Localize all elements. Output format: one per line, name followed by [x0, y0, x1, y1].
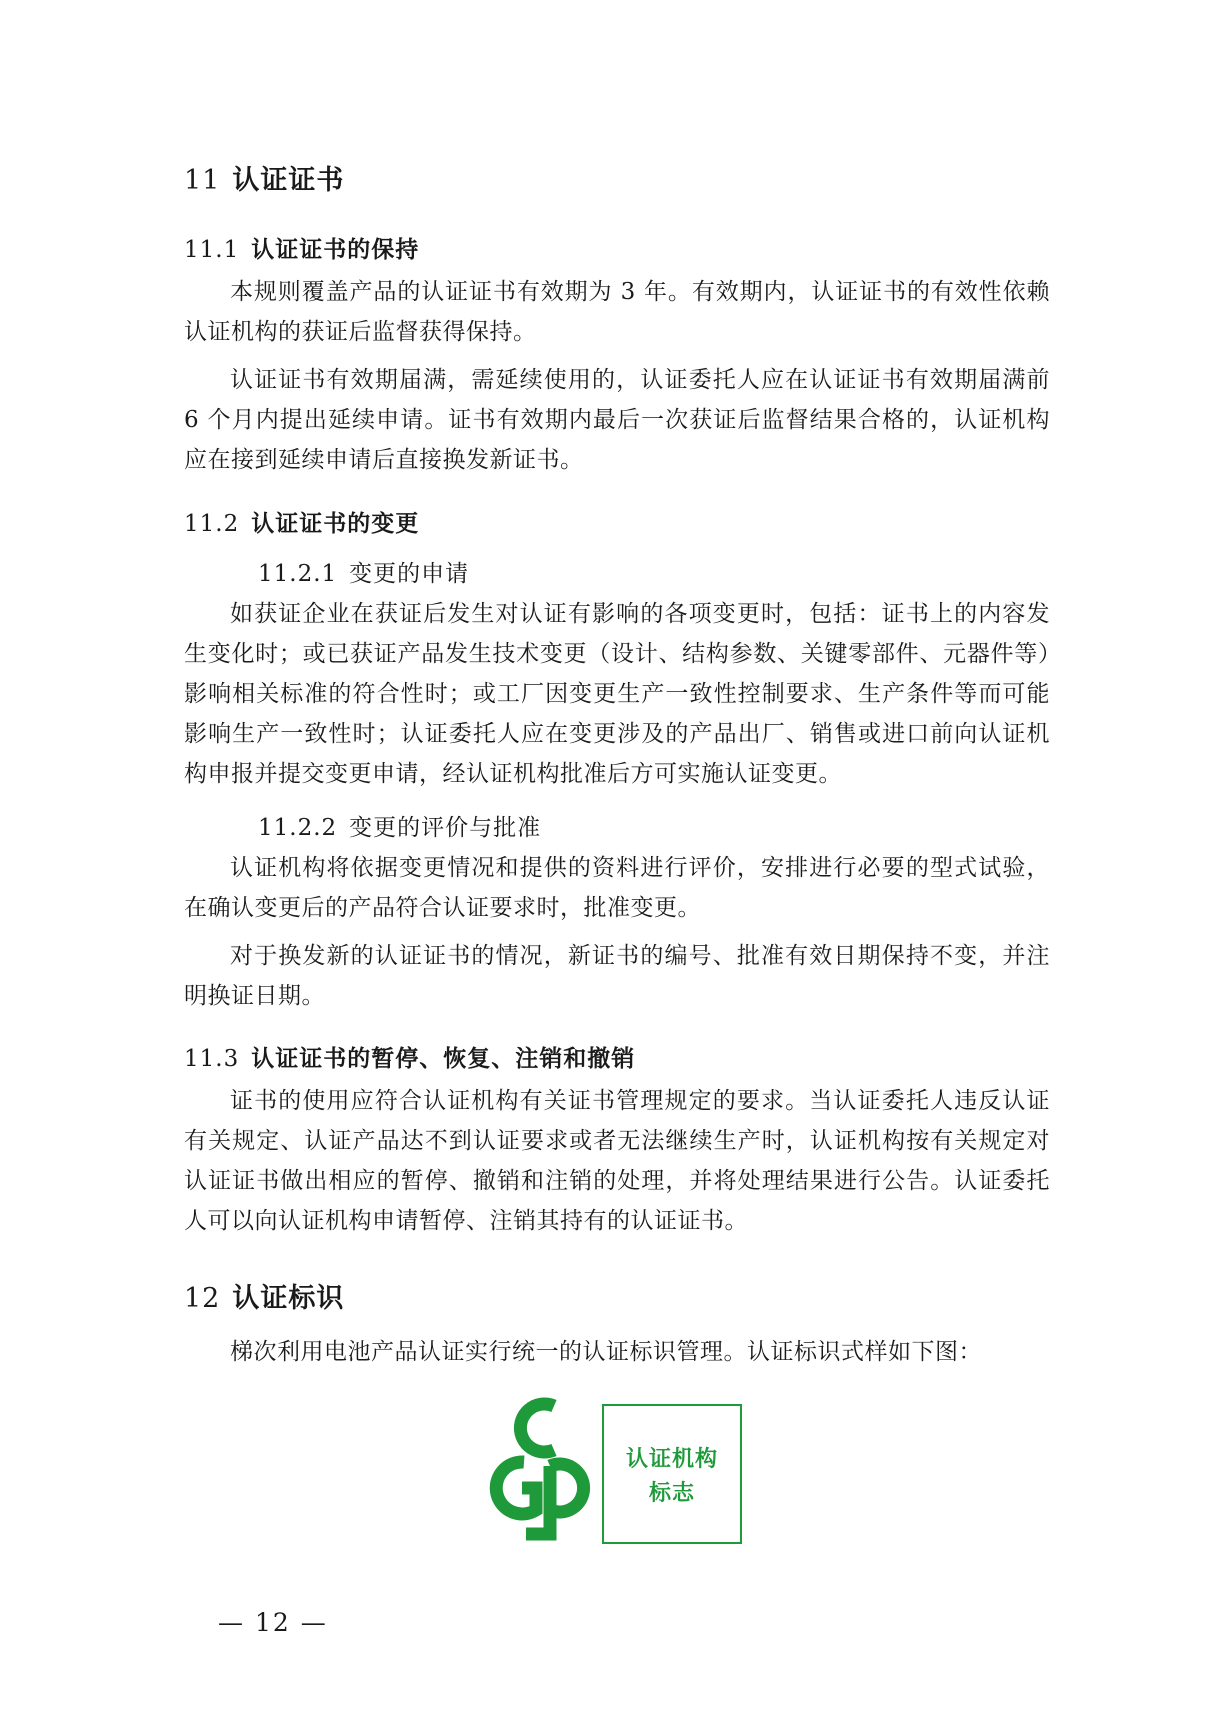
paragraph-11-2-2-evaluation: 认证机构将依据变更情况和提供的资料进行评价，安排进行必要的型式试验，在确认变更后的产品符合认证要求时，批准变更。	[184, 855, 1050, 921]
heading-number: 11.2.1	[258, 561, 338, 587]
heading-number: 12	[184, 1283, 221, 1314]
heading-number: 11	[184, 165, 221, 196]
heading-11	[184, 158, 344, 197]
certification-body-mark-box	[602, 1404, 742, 1544]
heading-number: 11.3	[184, 1046, 240, 1072]
heading-number: 11.1	[184, 237, 240, 263]
heading-number: 11.2	[184, 511, 240, 537]
paragraph-11-2-2-reissue: 对于换发新的认证证书的情况，新证书的编号、批准有效日期保持不变，并注明换证日期。	[184, 943, 1050, 1009]
paragraph-11-1-renewal: 认证证书有效期届满，需延续使用的，认证委托人应在认证证书有效期届满前 6 个月内提出延续申请。证书有效期内最后一次获证后监督结果合格的，认证机构应在接到延续申请后直接换发新证书。	[184, 367, 1050, 473]
mark-box-line1: 认证机构	[625, 1447, 718, 1472]
paragraph-11-3: 证书的使用应符合认证机构有关证书管理规定的要求。当认证委托人违反认证有关规定、认证产品达不到认证要求或者无法继续生产时，认证机构按有关规定对认证证书做出相应的暂停、撤销和注销的处理，并将处理结果进行公告。认证委托人可以向认证机构申请暂停、注销其持有的认证证书。	[184, 1088, 1050, 1234]
cgp-certification-logo	[470, 1392, 605, 1542]
heading-title: 认证证书的保持	[251, 237, 420, 263]
heading-11-3	[184, 1040, 635, 1073]
heading-title: 认证证书的暂停、恢复、注销和撤销	[251, 1046, 636, 1072]
logo-c-stroke	[520, 1404, 554, 1452]
heading-title: 变更的评价与批准	[349, 815, 542, 841]
heading-title: 认证证书的变更	[251, 511, 420, 537]
heading-11-2-1	[258, 555, 469, 588]
heading-number: 11.2.2	[258, 815, 338, 841]
heading-11-2-2	[258, 809, 541, 842]
heading-11-1	[184, 231, 419, 264]
heading-title: 认证证书	[232, 165, 345, 196]
page-number: — 12 —	[218, 1608, 328, 1637]
paragraph-12: 梯次利用电池产品认证实行统一的认证标识管理。认证标识式样如下图：	[230, 1339, 982, 1365]
paragraph-11-2-1: 如获证企业在获证后发生对认证有影响的各项变更时，包括：证书上的内容发生变化时；或已获证产品发生技术变更（设计、结构参数、关键零部件、元器件等）影响相关标准的符合性时；或工厂因变更生产一致性控制要求、生产条件等而可能影响生产一致性时；认证委托人应在变更涉及的产品出厂、销售或进口前向认证机构申报并提交变更申请，经认证机构批准后方可实施认证变更。	[184, 601, 1050, 787]
paragraph-11-1-validity: 本规则覆盖产品的认证证书有效期为 3 年。有效期内，认证证书的有效性依赖认证机构的获证后监督获得保持。	[184, 279, 1050, 345]
heading-title: 认证标识	[232, 1283, 345, 1314]
mark-box-line2: 标志	[648, 1481, 695, 1506]
heading-12	[184, 1276, 344, 1315]
heading-11-2	[184, 505, 419, 538]
heading-title: 变更的申请	[349, 561, 470, 587]
logo-g-stroke	[496, 1462, 536, 1514]
